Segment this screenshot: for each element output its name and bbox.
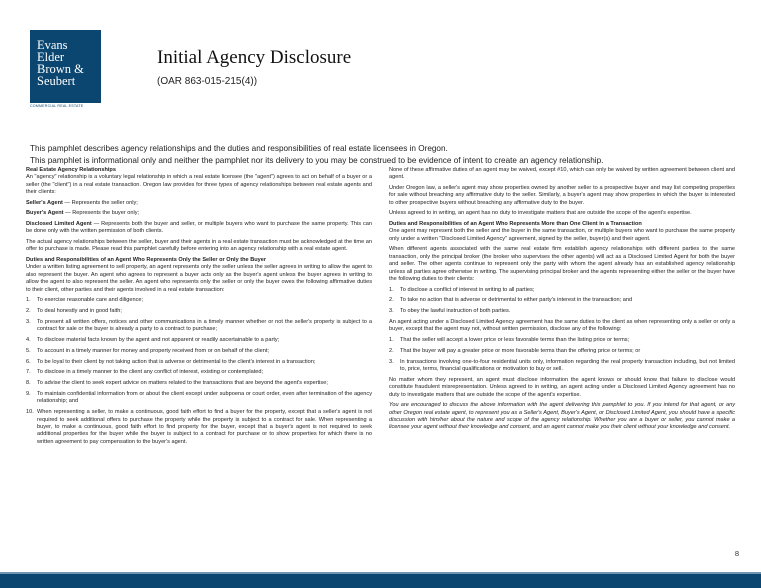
- list-text: To maintain confidential information from or about the client except under subpoena or court order, even after termination of the agency relationship; and: [37, 391, 372, 405]
- paragraph: The actual agency relationships between the seller, buyer and their agents in a real estate transaction must be acknowledged at the time an offer to purchase is made. Please read this pamphlet carefully before entering into an agency relationship with a real estate agent.: [26, 239, 372, 253]
- list-item: [26, 380, 372, 387]
- list-item: [26, 369, 372, 376]
- seller-agent-definition: [26, 200, 372, 207]
- list-number: 3.: [389, 308, 394, 315]
- duties-list: [26, 297, 372, 446]
- paragraph: An agent acting under a Disclosed Limited Agency agreement has the same duties to the client as when representing only a seller or only a buyer, except that the agent may not, without written permission, disclose any of the following:: [389, 319, 735, 333]
- list-item: [389, 308, 735, 315]
- logo-line-3: Brown &: [37, 62, 84, 76]
- page-number: 8: [734, 549, 739, 558]
- list-text: To disclose in a timely manner to the client any conflict of interest, existing or contemplated;: [37, 369, 264, 376]
- page-title: Initial Agency Disclosure: [157, 47, 352, 68]
- list-number: 2.: [389, 297, 394, 304]
- list-number: 10.: [26, 409, 34, 416]
- logo-subtitle: COMMERCIAL REAL ESTATE: [30, 104, 84, 108]
- paragraph: No matter whom they represent, an agent must disclose information the agent knows or should know that failure to disclose would constitute fraudulent misrepresentation. Unless agreed to in writing, an agent acting under a Disclosed Limited Agency agreement has no duty to investigate matters that are outside the scope of the agent's expertise.: [389, 376, 735, 398]
- list-number: 1.: [26, 297, 31, 304]
- list-number: 5.: [26, 347, 31, 354]
- list-item: [26, 359, 372, 366]
- list-number: 7.: [26, 369, 31, 376]
- intro-line-2: This pamphlet is informational only and neither the pamphlet nor its delivery to you may be construed to be evidence of intent to create an agency relationship.: [30, 156, 604, 165]
- logo-line-4: Seubert: [37, 74, 76, 88]
- list-item: [389, 348, 735, 355]
- buyer-agent-text: — Represents the buyer only;: [63, 210, 140, 217]
- list-text: That the buyer will pay a greater price or more favorable terms than the offering price or terms; or: [400, 347, 641, 354]
- list-item: [26, 297, 372, 304]
- paragraph: An "agency" relationship is a voluntary legal relationship in which a real estate licensee (the "agent") agrees to act on behalf of a buyer or a seller (the "client") in a real estate transaction. Oregon law provides for three types of agency relationships between real estate agents and their clients:: [26, 174, 372, 196]
- list-text: To present all written offers, notices and other communications in a timely manner whether or not the seller's property is subject to a contract for sale or the buyer is already a party to a contract to purchase;: [37, 318, 372, 333]
- list-text: To advise the client to seek expert advice on matters related to the transactions that are beyond the agent's expertise;: [37, 380, 328, 387]
- disclosure-restrictions-list: [389, 337, 735, 373]
- intro-section: [30, 143, 740, 167]
- list-item: [389, 359, 735, 374]
- paragraph: Under a written listing agreement to sell property, an agent represents only the seller unless the seller agrees in writing to allow the agent to also represent the buyer. An agent who agrees to represent a buyer acts only as the buyer's agent unless the buyer agrees in writing to allow the agent to also represent the seller. An agent who represents only the seller or only the buyer owes the following affirmative duties to their client, other parties and their agents involved in a real estate transaction:: [26, 264, 372, 293]
- list-number: 8.: [26, 380, 31, 387]
- page-subtitle: (OAR 863-015-215(4)): [157, 76, 258, 87]
- list-number: 6.: [26, 358, 31, 365]
- paragraph: None of these affirmative duties of an agent may be waived, except #10, which can only be waived by written agreement between client and agent.: [389, 167, 735, 181]
- section-heading-single-client: Duties and Responsibilities of an Agent Who Represents Only the Seller or Only the Buyer: [26, 257, 267, 263]
- list-item: [26, 319, 372, 334]
- section-heading-relationships: Real Estate Agency Relationships: [26, 167, 116, 173]
- list-text: To disclose material facts known by the agent and not apparent or readily ascertainable to a party;: [37, 337, 280, 344]
- list-number: 2.: [389, 347, 394, 354]
- section-heading-multiple-clients: Duties and Responsibilities of an Agent Who Represents More than One Client in a Transaction: [389, 221, 642, 227]
- list-item: [389, 287, 735, 294]
- list-number: 1.: [389, 286, 394, 293]
- list-text: In transactions involving one-to-four residential units only, information regarding the real property transaction including, but not limited to, price, terms, financial qualifications or motivation to buy or sell.: [400, 358, 735, 373]
- limited-agent-term: Disclosed Limited Agent: [26, 221, 92, 227]
- list-text: To be loyal to their client by not taking action that is adverse or detrimental to the client's interest in a transaction;: [37, 358, 316, 365]
- paragraph: Unless agreed to in writing, an agent has no duty to investigate matters that are outside the scope of the agent's expertise.: [389, 210, 692, 217]
- list-item: [389, 297, 735, 304]
- list-text: To obey the lawful instruction of both parties.: [400, 308, 511, 315]
- list-item: [389, 337, 735, 344]
- buyer-agent-definition: [26, 210, 372, 217]
- list-text: To deal honestly and in good faith;: [37, 308, 122, 315]
- logo-line-1: Evans: [37, 38, 68, 52]
- list-item: [26, 337, 372, 344]
- list-text: To take no action that is adverse or detrimental to either party's interest in the transaction; and: [400, 297, 633, 304]
- right-column: [389, 167, 735, 435]
- list-text: When representing a seller, to make a continuous, good faith effort to find a buyer for the property, except that a seller's agent is not required to seek additional offers to purchase the property while the property is subject to a contract for sale. When representing a buyer, to make a continuous, good faith effort to find property for the buyer, except that a buyer's agent is not required to seek additional properties for the buyer while the buyer is subject to a contract for purchase or to show properties for which there is no written agreement to pay compensation to the buyer's agent.: [37, 409, 372, 445]
- list-text: That the seller will accept a lower price or less favorable terms than the listing price or terms;: [400, 337, 630, 344]
- logo-line-2: Elder: [37, 50, 65, 64]
- buyer-agent-term: Buyer's Agent: [26, 210, 64, 217]
- list-item: [26, 348, 372, 355]
- left-column: [26, 167, 372, 450]
- list-number: 1.: [389, 337, 394, 344]
- paragraph: When different agents associated with the same real estate firm establish agency relationships with different parties to the same transaction, only the principal broker (the broker who supervises the other agents) will act as a Disclosed Limited Agent for both the buyer and seller. The other agents continue to represent only the party with whom the agent already has an established agency relationship unless all parties agree otherwise in writing. The supervising principal broker and the agents representing either the seller or the buyer have the following duties to their clients:: [389, 246, 735, 283]
- list-number: 4.: [26, 337, 31, 344]
- list-item: [26, 409, 372, 446]
- list-item: [26, 308, 372, 315]
- paragraph: Under Oregon law, a seller's agent may show properties owned by another seller to a prospective buyer and may list competing properties for sale without breaching any affirmative duty to the seller. Similarly, a buyer's agent may show properties in which the buyer is interested to other prospective buyers without breaching any affirmative duty to the buyer.: [389, 185, 735, 206]
- limited-agent-text: — Represents both the buyer and seller, or multiple buyers who want to purchase the same property. This can be done only with the written permission of both clients.: [26, 221, 372, 235]
- list-item: [26, 391, 372, 406]
- list-number: 3.: [389, 358, 394, 365]
- list-text: To account in a timely manner for money and property received from or on behalf of the client;: [37, 347, 269, 354]
- seller-agent-text: — Represents the seller only;: [62, 199, 138, 206]
- list-number: 2.: [26, 308, 31, 315]
- list-text: To exercise reasonable care and diligence;: [37, 297, 144, 304]
- limited-agent-definition: [26, 221, 372, 236]
- closing-note: You are encouraged to discuss the above information with the agent delivering this pamphlet to you. If you intend for that agent, or any other Oregon real estate agent, to represent you as a Seller's Agent, Buyer's Agent, or Disclosed Limited Agent, you should have a specific discussion with him/her about the nature and scope of the agency relationship. Whether you are a buyer or seller, you cannot make a licensee your agent without their knowledge and consent, and an agent cannot make you their client without your knowledge and consent.: [389, 402, 735, 431]
- seller-agent-term: Seller's Agent: [26, 199, 63, 206]
- company-logo: [30, 30, 101, 103]
- intro-line-1: This pamphlet describes agency relationships and the duties and responsibilities of real estate licensees in Oregon.: [30, 144, 448, 153]
- paragraph: One agent may represent both the seller and the buyer in the same transaction, or multiple buyers who want to purchase the same property only under a written "Disclosed Limited Agency" agreement, signed by the seller, buyer(s) and their agent.: [389, 228, 735, 242]
- duties-list-multiple: [389, 287, 735, 316]
- list-number: 3.: [26, 318, 31, 325]
- footer-bar: [0, 574, 761, 588]
- list-number: 9.: [26, 391, 31, 397]
- list-text: To disclose a conflict of interest in writing to all parties;: [400, 286, 535, 293]
